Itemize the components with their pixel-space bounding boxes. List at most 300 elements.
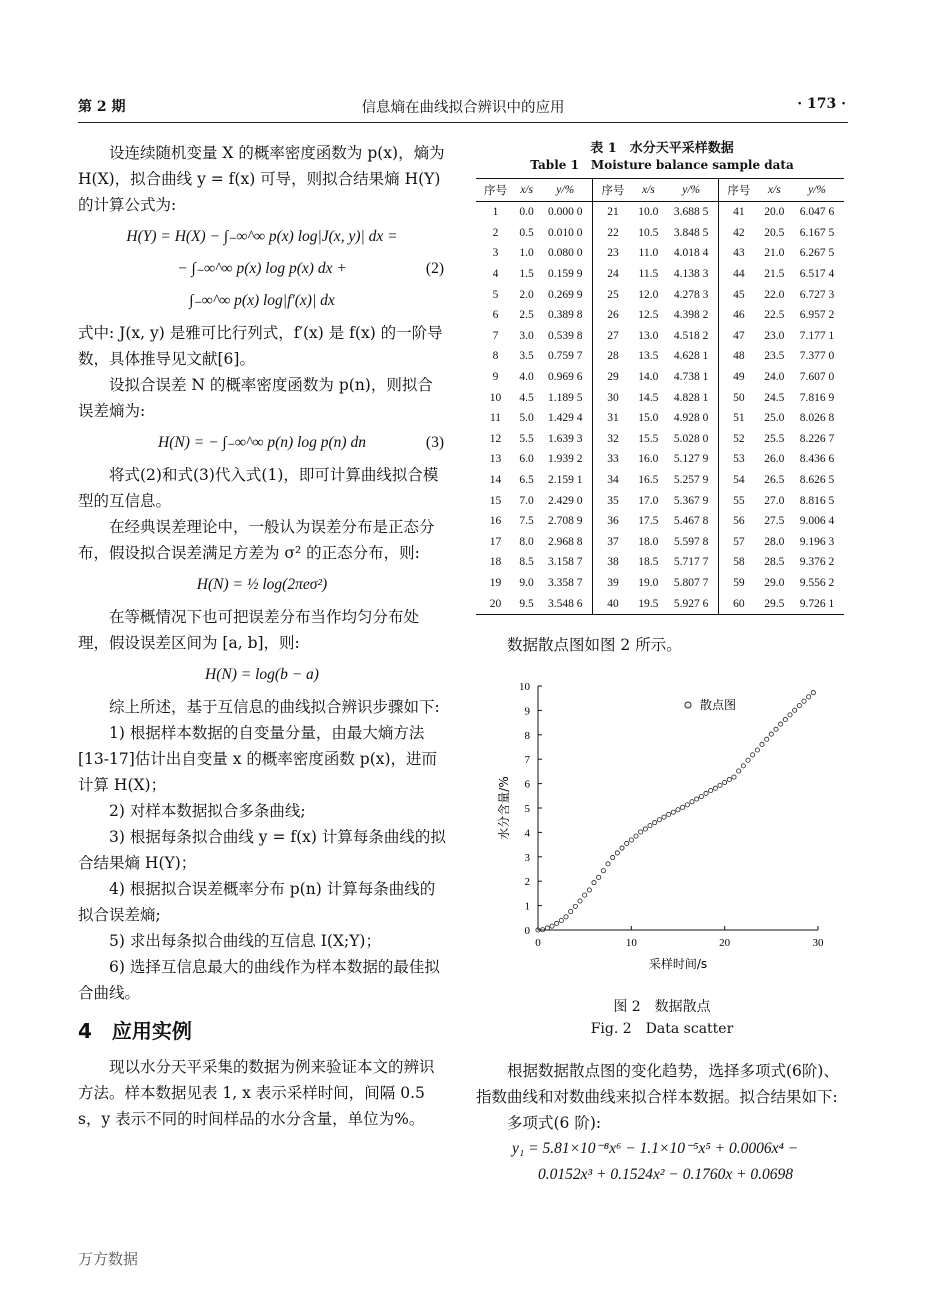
y-tick-label: 3 [524, 851, 530, 864]
polynomial-equation-line-1: y₁ = 5.81×10⁻⁸x⁶ − 1.1×10⁻⁵x⁵ + 0.0006x⁴ − [512, 1140, 799, 1157]
table-cell: 0.010 0 [547, 226, 583, 239]
table-cell: 7 [492, 329, 499, 342]
x-axis-label: 采样时间/s [648, 957, 708, 971]
table-header-cell: x/s [759, 179, 790, 202]
table-row [476, 429, 844, 450]
table-cell: 9.5 [515, 593, 538, 614]
table-cell: 6.267 5 [799, 247, 835, 260]
scatter-point [653, 821, 657, 825]
table-cell: 21.5 [764, 268, 785, 281]
table-cell: 20 [476, 593, 515, 614]
table-cell: 59 [719, 573, 759, 594]
table-cell: 26.0 [764, 453, 785, 466]
table-cell: 8.816 5 [799, 494, 835, 507]
table-cell: 4 [492, 268, 499, 281]
table-cell: 19.5 [633, 593, 664, 614]
table-cell: 2.5 [519, 309, 534, 322]
scatter-point [685, 803, 689, 807]
paragraph-uniform-dist: 在等概情况下也可把误差分布当作均匀分布处理，假设误差区间为 [a, b]，则: [78, 608, 420, 652]
table-cell: 20.5 [764, 226, 785, 239]
table-cell: 12.5 [638, 309, 659, 322]
paragraph-steps-intro: 综上所述，基于互信息的曲线拟合辨识步骤如下: [109, 698, 440, 716]
paragraph-jacobian: 式中: J(x, y) 是雅可比行列式，f′(x) 是 f(x) 的一阶导数，具体推导见文献[6]。 [78, 324, 443, 368]
table-cell: 28 [593, 346, 633, 367]
table-cell: 8.226 7 [799, 432, 835, 445]
table-cell: 0.000 0 [547, 206, 583, 219]
table-cell: 14.0 [638, 371, 659, 384]
table-cell: 0.5 [519, 226, 534, 239]
table-cell: 17.5 [638, 515, 659, 528]
y-tick-label: 4 [524, 827, 530, 840]
table-cell: 35 [593, 490, 633, 511]
table-cell: 8.5 [519, 556, 534, 569]
table-cell: 45 [719, 284, 759, 305]
table-cell: 7.607 0 [799, 371, 835, 384]
scatter-point [793, 708, 797, 712]
table-cell: 16 [489, 515, 502, 528]
table-row [476, 573, 844, 594]
table-cell: 2.0 [519, 288, 534, 301]
y-tick-label: 7 [524, 754, 530, 767]
table-cell: 5.127 9 [673, 453, 709, 466]
scatter-point [811, 691, 815, 695]
table-cell: 12.0 [638, 288, 659, 301]
table-cell: 3.848 5 [673, 226, 709, 239]
table-cell: 13.5 [638, 350, 659, 363]
scatter-point [769, 732, 773, 736]
table-cell: 47 [719, 326, 759, 347]
table-cell: 5.257 9 [673, 474, 709, 487]
table-cell: 34 [593, 470, 633, 491]
scatter-point [564, 915, 568, 919]
scatter-point [723, 780, 727, 784]
x-tick-label: 0 [535, 937, 541, 949]
table-cell: 12 [489, 432, 502, 445]
table-row [476, 243, 844, 264]
equation-3 [78, 430, 446, 456]
paragraph-substitute: 将式(2)和式(3)代入式(1)，即可计算曲线拟合模型的互信息。 [78, 466, 439, 510]
table-cell: 32 [593, 429, 633, 450]
table-cell: 39 [593, 573, 633, 594]
scatter-point [559, 918, 563, 922]
polynomial-label: 多项式(6 阶): [507, 1114, 602, 1132]
table-cell: 9.0 [519, 576, 534, 589]
table-cell: 0.759 7 [547, 350, 583, 363]
scatter-point [704, 791, 708, 795]
table-cell: 54 [719, 470, 759, 491]
scatter-point [755, 748, 759, 752]
scatter-point [760, 742, 764, 746]
scatter-point [625, 841, 629, 845]
scatter-point [741, 764, 745, 768]
table-cell: 3.5 [519, 350, 534, 363]
table-cell: 1.0 [519, 247, 534, 260]
table-cell: 3 [492, 247, 499, 260]
y-tick-label: 0 [524, 925, 530, 937]
scatter-point [583, 893, 587, 897]
table-cell: 5.028 0 [673, 432, 709, 445]
table-cell: 46 [719, 305, 759, 326]
table-cell: 9 [492, 371, 499, 384]
scatter-point [592, 881, 596, 885]
equation-3-number: (3) [425, 434, 444, 451]
table-header-cell: y/% [664, 179, 719, 202]
scatter-point [648, 824, 652, 828]
paragraph-entropy-def: 设连续随机变量 X 的概率密度函数为 p(x)，熵为 H(X)，拟合曲线 y = f(x) 可导，则拟合结果熵 H(Y) 的计算公式为: [78, 144, 445, 214]
table-cell: 6.047 6 [799, 206, 835, 219]
table-cell: 3.0 [519, 329, 534, 342]
table-cell: 27.5 [764, 515, 785, 528]
table-cell: 4.138 3 [673, 268, 709, 281]
table-cell: 9.006 4 [799, 515, 835, 528]
table-cell: 41 [719, 202, 759, 223]
table-cell: 57 [719, 532, 759, 553]
table-cell: 16.5 [638, 474, 659, 487]
step-4: 4) 根据拟合误差概率分布 p(n) 计算每条曲线的拟合误差熵; [78, 880, 436, 924]
table-row [476, 305, 844, 326]
table-cell: 56 [719, 511, 759, 532]
x-tick-label: 30 [812, 937, 824, 949]
step-2: 2) 对样本数据拟合多条曲线; [109, 802, 306, 820]
table-cell: 27.0 [764, 494, 785, 507]
table-cell: 55 [719, 490, 759, 511]
table-cell: 7.5 [519, 515, 534, 528]
table-cell: 2.968 8 [547, 535, 583, 548]
scatter-point [611, 855, 615, 859]
table-cell: 6.517 4 [799, 268, 835, 281]
scatter-point [732, 775, 736, 779]
table-cell: 25 [593, 284, 633, 305]
table-cell: 2 [492, 226, 499, 239]
table-cell: 23.0 [764, 329, 785, 342]
table-cell: 33 [593, 449, 633, 470]
table-cell: 3.158 7 [547, 556, 583, 569]
y-tick-label: 1 [524, 900, 530, 913]
table-cell: 23 [593, 243, 633, 264]
scatter-point [629, 838, 633, 842]
table-cell: 7.0 [519, 494, 534, 507]
table-cell: 14 [489, 474, 502, 487]
table-cell: 10.0 [638, 206, 659, 219]
table-cell: 11 [489, 412, 502, 425]
scatter-point [639, 830, 643, 834]
scatter-point [597, 875, 601, 879]
figure-caption-block [476, 996, 848, 1040]
table-cell: 38 [593, 552, 633, 573]
equation-2-line-1: H(Y) = H(X) − ∫₋∞^∞ p(x) log|J(x, y)| dx = [126, 228, 398, 245]
footer-watermark: 万方数据 [78, 1250, 139, 1268]
table-cell: 4.928 0 [673, 412, 709, 425]
table-cell: 4.518 2 [673, 329, 709, 342]
table-cell: 4.828 1 [673, 391, 709, 404]
table-cell: 14.5 [638, 391, 659, 404]
table-block [476, 140, 848, 615]
scatter-point [690, 800, 694, 804]
table-cell: 6.5 [519, 474, 534, 487]
scatter-point [657, 818, 661, 822]
table-header-cell: 序号 [593, 179, 633, 202]
table-cell: 5.467 8 [673, 515, 709, 528]
table-cell: 4.5 [519, 391, 534, 404]
table-row [476, 346, 844, 367]
table-cell: 29.0 [764, 576, 785, 589]
table-cell: 4.398 2 [673, 309, 709, 322]
scatter-point [695, 797, 699, 801]
table-row [476, 367, 844, 388]
table-cell: 18.5 [638, 556, 659, 569]
paragraph-error-entropy: 设拟合误差 N 的概率密度函数为 p(n)，则拟合误差熵为: [78, 376, 433, 420]
table-cell: 0.969 6 [547, 371, 583, 384]
scatter-point [643, 827, 647, 831]
table-cell: 23.5 [764, 350, 785, 363]
figure-caption-en: Fig. 2 Data scatter [590, 1021, 734, 1037]
scatter-point [681, 805, 685, 809]
table-header-cell: x/s [633, 179, 664, 202]
table-cell: 53 [719, 449, 759, 470]
step-3: 3) 根据每条拟合曲线 y = f(x) 计算每条曲线的拟合结果熵 H(Y)； [78, 828, 446, 872]
table-cell: 60 [719, 593, 759, 614]
table-cell: 50 [719, 387, 759, 408]
equation-2-line-3: ∫₋∞^∞ p(x) log|f′(x)| dx [189, 292, 335, 309]
table-cell: 5.367 9 [673, 494, 709, 507]
table-cell: 18.0 [638, 535, 659, 548]
scatter-point [671, 810, 675, 814]
scatter-point [699, 794, 703, 798]
table-cell: 48 [719, 346, 759, 367]
paragraph-scatter-intro: 数据散点图如图 2 所示。 [507, 636, 682, 654]
table-cell: 5 [492, 288, 499, 301]
scatter-point [620, 846, 624, 850]
table-cell: 13.0 [638, 329, 659, 342]
table-header-cell: 序号 [719, 179, 759, 202]
table-cell: 37 [593, 532, 633, 553]
paragraph-normal-dist: 在经典误差理论中，一般认为误差分布是正态分布，假设拟合误差满足方差为 σ² 的正态分布，则: [78, 518, 435, 562]
scatter-point [788, 713, 792, 717]
table-cell: 19 [489, 576, 502, 589]
step-6: 6) 选择互信息最大的曲线作为样本数据的最佳拟合曲线。 [78, 958, 440, 1002]
table-cell: 1.429 4 [547, 412, 583, 425]
table-cell: 4.278 3 [673, 288, 709, 301]
table-title-cn: 表 1 水分天平采样数据 [590, 141, 734, 156]
table-cell: 49 [719, 367, 759, 388]
y-tick-label: 2 [524, 876, 530, 889]
equation-2-line-2-text: − ∫₋∞^∞ p(x) log p(x) dx + [177, 260, 347, 277]
header-issue: 第 2 期 [78, 99, 126, 115]
table-cell: 40 [593, 593, 633, 614]
table-title-en: Table 1 Moisture balance sample data [530, 158, 794, 172]
table-cell: 6.727 3 [799, 288, 835, 301]
table-cell: 15.5 [638, 432, 659, 445]
table-cell: 0.389 8 [547, 309, 583, 322]
table-cell: 30 [593, 387, 633, 408]
scatter-point [713, 786, 717, 790]
table-cell: 22.5 [764, 309, 785, 322]
scatter-point [634, 834, 638, 838]
table-cell: 17.0 [638, 494, 659, 507]
table-cell: 13 [489, 453, 502, 466]
table-cell: 5.717 7 [673, 556, 709, 569]
table-cell: 6.0 [519, 453, 534, 466]
table-cell: 9.726 1 [790, 593, 844, 614]
data-table [476, 178, 844, 615]
y-tick-label: 8 [524, 729, 530, 742]
table-row [476, 532, 844, 553]
table-cell: 5.597 8 [673, 535, 709, 548]
table-cell: 8 [492, 350, 499, 363]
scatter-point [727, 777, 731, 781]
scatter-point [569, 909, 573, 913]
table-cell: 51 [719, 408, 759, 429]
table-cell: 24.0 [764, 371, 785, 384]
scatter-point [783, 717, 787, 721]
scatter-point [797, 704, 801, 708]
table-cell: 1.189 5 [547, 391, 583, 404]
table-cell: 18 [489, 556, 502, 569]
scatter-point [807, 695, 811, 699]
table-cell: 1.5 [519, 268, 534, 281]
table-cell: 16.0 [638, 453, 659, 466]
y-tick-label: 5 [524, 803, 530, 815]
table-row [476, 202, 844, 223]
table-cell: 8.436 6 [799, 453, 835, 466]
table-cell: 44 [719, 264, 759, 285]
scatter-point [751, 753, 755, 757]
table-cell: 2.159 1 [547, 474, 583, 487]
table-cell: 2.708 9 [547, 515, 583, 528]
header-page-number: · 173 · [797, 96, 846, 112]
table-cell: 21 [593, 202, 633, 223]
table-cell: 5.5 [519, 432, 534, 445]
table-cell: 22.0 [764, 288, 785, 301]
table-cell: 9.376 2 [799, 556, 835, 569]
equation-uniform-entropy: H(N) = log(b − a) [205, 666, 319, 683]
table-cell: 29.5 [759, 593, 790, 614]
table-cell: 4.0 [519, 371, 534, 384]
table-cell: 10.5 [638, 226, 659, 239]
table-cell: 42 [719, 223, 759, 244]
table-cell: 27 [593, 326, 633, 347]
table-cell: 9.196 3 [799, 535, 835, 548]
scatter-point [662, 815, 666, 819]
table-cell: 43 [719, 243, 759, 264]
table-row [476, 552, 844, 573]
table-cell: 0.080 0 [547, 247, 583, 260]
table-cell: 5.807 7 [673, 576, 709, 589]
table-cell: 28.5 [764, 556, 785, 569]
table-cell: 21.0 [764, 247, 785, 260]
equation-3-text: H(N) = − ∫₋∞^∞ p(n) log p(n) dn [158, 434, 366, 451]
table-header-cell: y/% [790, 179, 844, 202]
scatter-point [587, 888, 591, 892]
scatter-point [746, 758, 750, 762]
scatter-point [709, 788, 713, 792]
scatter-point [601, 869, 605, 873]
table-cell: 28.0 [764, 535, 785, 548]
scatter-point [573, 904, 577, 908]
scatter-point [667, 812, 671, 816]
table-cell: 24.5 [764, 391, 785, 404]
y-tick-label: 6 [524, 778, 530, 791]
scatter-point [718, 783, 722, 787]
table-cell: 1.639 3 [547, 432, 583, 445]
table-row [476, 264, 844, 285]
table-row [476, 470, 844, 491]
table-cell: 29 [593, 367, 633, 388]
scatter-point [555, 921, 559, 925]
table-cell: 58 [719, 552, 759, 573]
equation-2-line-2 [78, 256, 446, 282]
table-row [476, 284, 844, 305]
table-cell: 25.0 [764, 412, 785, 425]
table-cell: 4.628 1 [673, 350, 709, 363]
figure-caption-cn: 图 2 数据散点 [613, 999, 711, 1015]
section-heading-applications: 4 应用实例 [78, 1019, 192, 1043]
table-row [476, 490, 844, 511]
header-rule [78, 122, 848, 123]
scatter-point [676, 808, 680, 812]
table-cell: 0.539 8 [547, 329, 583, 342]
polynomial-equation-line-2: 0.0152x³ + 0.1524x² − 0.1760x + 0.0698 [538, 1166, 794, 1183]
scatter-point [578, 899, 582, 903]
table-cell: 8.626 5 [799, 474, 835, 487]
table-cell: 8.026 8 [799, 412, 835, 425]
left-column [78, 140, 446, 1132]
scatter-point [615, 851, 619, 855]
step-1: 1) 根据样本数据的自变量分量，由最大熵方法[13-17]估计出自变量 x 的概率密度函数 p(x)，进而计算 H(X)； [78, 724, 438, 794]
scatter-chart [480, 672, 840, 982]
x-tick-label: 10 [625, 937, 637, 949]
scatter-point [779, 722, 783, 726]
table-cell: 2.429 0 [547, 494, 583, 507]
table-cell: 19.0 [638, 576, 659, 589]
table-cell: 11.0 [638, 247, 659, 260]
scatter-point [802, 699, 806, 703]
table-row [476, 511, 844, 532]
scatter-point [606, 862, 610, 866]
table-cell: 8.0 [519, 535, 534, 548]
y-axis-label: 水分含量/% [497, 776, 511, 840]
table-cell: 1.939 2 [547, 453, 583, 466]
table-cell: 22 [593, 223, 633, 244]
paragraph-example: 现以水分天平采集的数据为例来验证本文的辨识方法。样本数据见表 1, x 表示采样时间，间隔 0.5 s，y 表示不同的时间样品的水分含量，单位为%。 [78, 1058, 435, 1128]
table-row [476, 387, 844, 408]
table-cell: 1 [492, 206, 499, 219]
table-row [476, 223, 844, 244]
scatter-point [550, 924, 554, 928]
table-cell: 5.927 6 [664, 593, 719, 614]
scatter-point [765, 737, 769, 741]
table-row [476, 408, 844, 429]
table-cell: 6.957 2 [799, 309, 835, 322]
table-cell: 20.0 [764, 206, 785, 219]
equation-normal-entropy: H(N) = ½ log(2πeσ²) [196, 576, 328, 593]
table-cell: 7.177 1 [799, 329, 835, 342]
table-cell: 3.358 7 [547, 576, 583, 589]
table-header-cell: y/% [538, 179, 593, 202]
legend-marker [685, 702, 691, 708]
table-cell: 31 [593, 408, 633, 429]
step-5: 5) 求出每条拟合曲线的互信息 I(X;Y)； [109, 932, 381, 950]
table-cell: 7.377 0 [799, 350, 835, 363]
table-cell: 6.167 5 [799, 226, 835, 239]
table-cell: 24 [593, 264, 633, 285]
equation-2-number: (2) [425, 260, 444, 277]
table-cell: 25.5 [764, 432, 785, 445]
scatter-point [774, 727, 778, 731]
fit-text-block [476, 1058, 848, 1188]
table-cell: 10 [489, 391, 502, 404]
table-cell: 9.556 2 [799, 576, 835, 589]
